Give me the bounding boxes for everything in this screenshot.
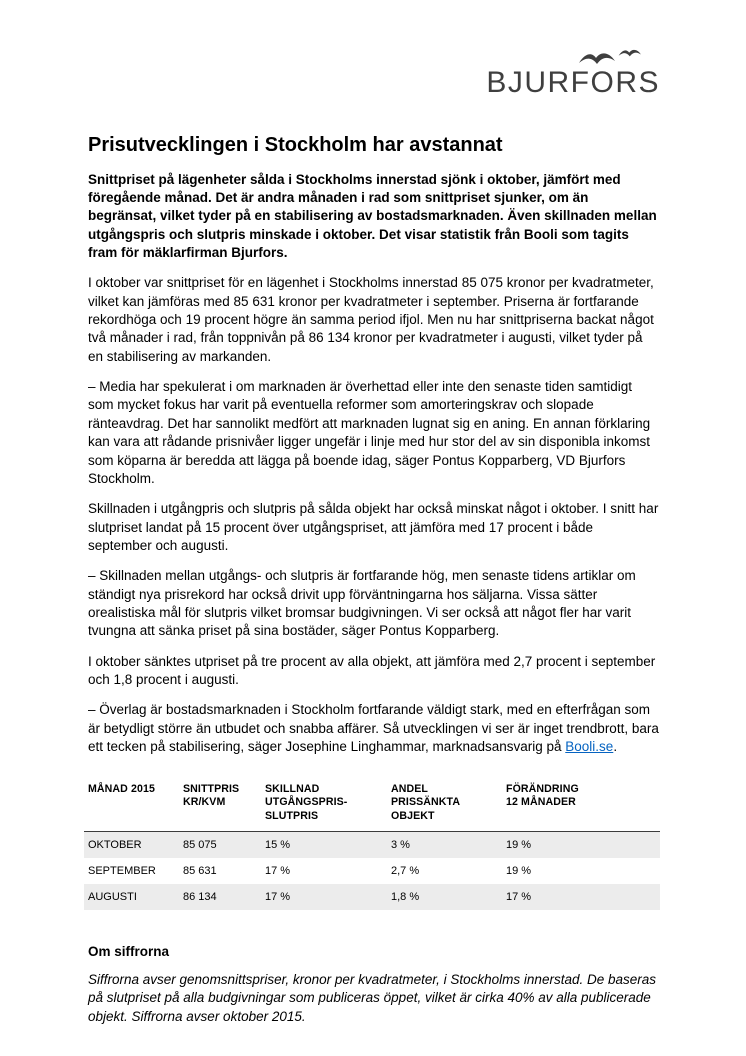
closing-text-after: . bbox=[613, 739, 618, 755]
closing-paragraph bbox=[88, 701, 660, 756]
table-row bbox=[84, 858, 660, 884]
column-header-month: MÅNAD 2015 bbox=[84, 783, 179, 832]
article-body bbox=[88, 171, 660, 757]
column-header-snittpris: SNITTPRIS KR/KVM bbox=[179, 783, 261, 832]
month-cell: AUGUSTI bbox=[88, 890, 137, 903]
forandring-cell: 19 % bbox=[506, 864, 532, 877]
skillnad-cell: 17 % bbox=[265, 864, 291, 877]
skillnad-cell: 15 % bbox=[265, 838, 291, 851]
month-cell: SEPTEMBER bbox=[88, 864, 156, 877]
snittpris-cell: 85 631 bbox=[183, 864, 217, 877]
booli-link[interactable]: Booli.se bbox=[565, 739, 614, 755]
closing-text-before: – Överlag är bostadsmarknaden i Stockholm fortfarande väldigt stark, med en efterfrågan som är betydligt större än utbudet och snabba affärer. Så utvecklingen vi ser är inget trendbrott, bara ett tecken på stabilisering, säger Josephine Linghammar, marknadsansvarig på bbox=[88, 702, 659, 755]
body-paragraph: I oktober sänktes utpriset på tre procent av alla objekt, att jämföra med 2,7 procent i september och 1,8 procent i augusti. bbox=[88, 653, 656, 688]
forandring-cell: 19 % bbox=[506, 838, 532, 851]
andel-cell: 1,8 % bbox=[391, 890, 420, 903]
lead-paragraph: Snittpriset på lägenheter sålda i Stockholms innerstad sjönk i oktober, jämfört med föregående månad. Det är andra månaden i rad som snittpriset sjunker, om än begränsat, vilket tyder på en stabilisering av bostadsmarknaden. Även skillnaden mellan utgångspris och slutpris minskade i oktober. Det visar statistik från Booli som tagits fram för mäklarfirman Bjurfors. bbox=[88, 171, 657, 260]
body-paragraph: – Media har spekulerat i om marknaden är överhettad eller inte den senaste tiden samtidigt som mycket fokus har varit på eventuella reformer som amorteringskrav och slopade ränteavdrag. Det har sannolikt medfört att marknaden lugnat sig en aning. En annan förklaring kan vara att rådande prisnivåer ligger ungefär i linje med hur stor del av sin disponibla inkomst som köparna är beredda att lägga på boende idag, säger Pontus Kopparberg, VD Bjurfors Stockholm. bbox=[88, 379, 651, 486]
bjurfors-wordmark: BJURFORS bbox=[486, 66, 660, 99]
column-header-skillnad: SKILLNAD UTGÅNGSPRIS-SLUTPRIS bbox=[261, 783, 387, 832]
price-statistics-table bbox=[84, 783, 660, 910]
andel-cell: 2,7 % bbox=[391, 864, 420, 877]
about-text: Siffrorna avser genomsnittspriser, kronor per kvadratmeter, i Stockholms innerstad. De baseras på slutpriset på alla budgivningar som publiceras öppet, vilket är cirka 40% av alla publicerade objekt. Siffrorna avser oktober 2015. bbox=[88, 971, 656, 1025]
body-paragraph: – Skillnaden mellan utgångs- och slutpris är fortfarande hög, men senaste tidens artiklar om ständigt nya prisrekord har också drivit upp förväntningarna hos säljarna. Vissa sätter orealistiska mål för slutpris vilket bromsar budgivningen. Vi ser också att något fler har varit tvungna att sänka priset på sina bostäder, säger Pontus Kopparberg. bbox=[88, 568, 636, 639]
snittpris-cell: 85 075 bbox=[183, 838, 217, 851]
skillnad-cell: 17 % bbox=[265, 890, 291, 903]
table-row bbox=[84, 884, 660, 910]
table-row bbox=[84, 831, 660, 858]
forandring-cell: 17 % bbox=[506, 890, 532, 903]
page-title: Prisutvecklingen i Stockholm har avstannat bbox=[88, 133, 503, 156]
table-header-row bbox=[84, 783, 660, 832]
column-header-andel: ANDEL PRISSÄNKTA OBJEKT bbox=[387, 783, 502, 832]
bjurfors-logo bbox=[88, 44, 660, 99]
body-paragraph: Skillnaden i utgångpris och slutpris på sålda objekt har också minskat något i oktober. I snitt har slutpriset landat på 15 procent över utgångspriset, att jämföra med 17 procent i både september och augusti. bbox=[88, 501, 659, 553]
snittpris-cell: 86 134 bbox=[183, 890, 217, 903]
andel-cell: 3 % bbox=[391, 838, 410, 851]
month-cell: OKTOBER bbox=[88, 838, 142, 851]
body-paragraph: I oktober var snittpriset för en lägenhet i Stockholms innerstad 85 075 kronor per kvadratmeter, vilket kan jämföras med 85 631 kronor per kvadratmeter i september. Priserna är fortfarande rekordhöga och 19 procent högre än samma period ifjol. Men nu har snittpriserna backat något två månader i rad, från toppnivån på 86 134 kronor per kvadratmeter i augusti, vilket tyder på en stabilisering av markanden. bbox=[88, 275, 654, 364]
about-heading: Om siffrorna bbox=[88, 943, 170, 959]
column-header-forandring: FÖRÄNDRING 12 MÅNADER bbox=[502, 783, 660, 832]
